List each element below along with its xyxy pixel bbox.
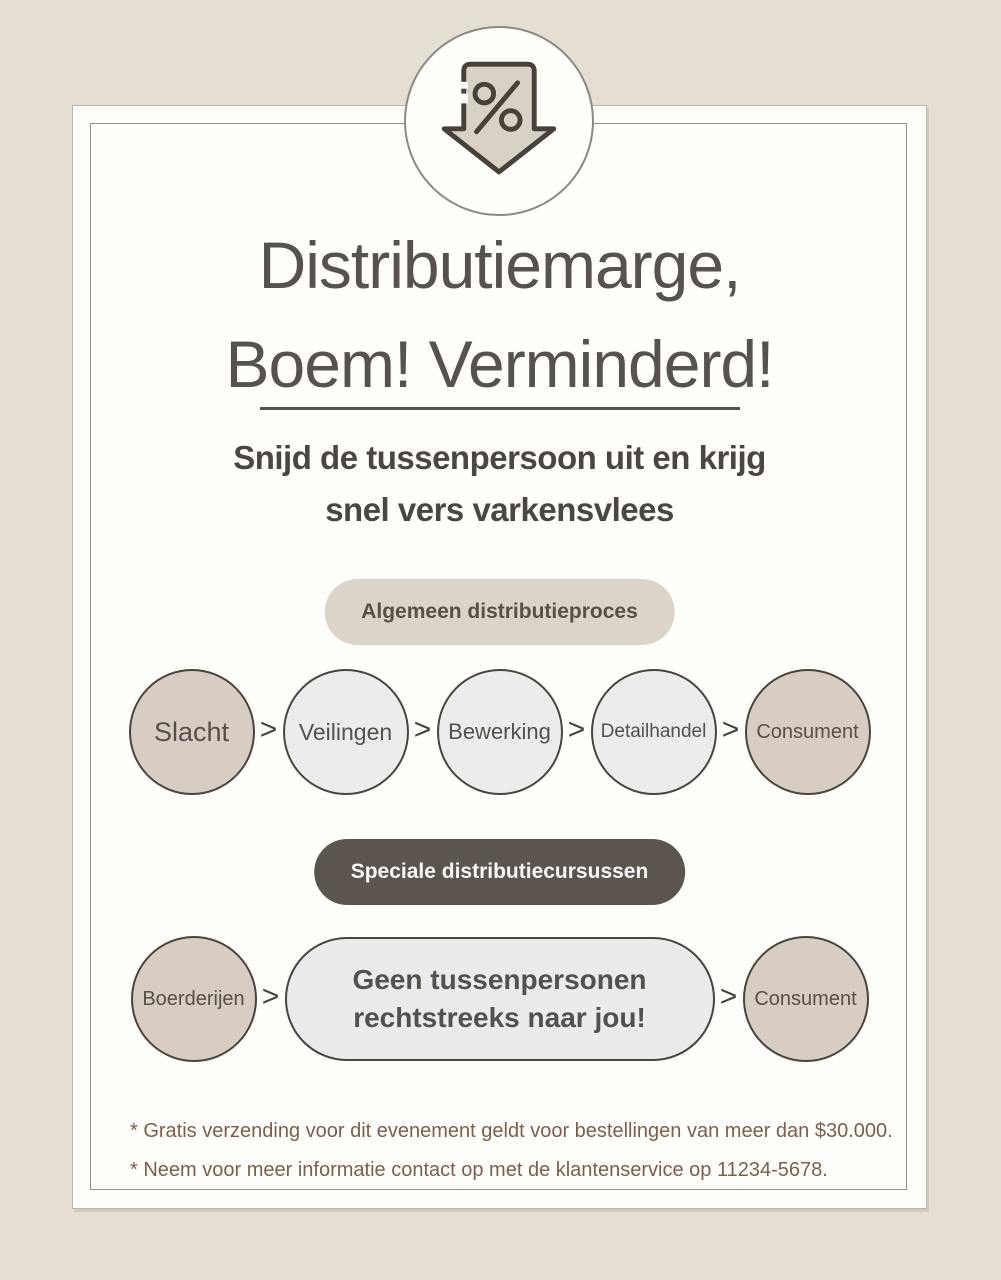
discount-down-arrow-icon xyxy=(406,26,592,216)
chevron-right-icon: > xyxy=(567,713,586,746)
chevron-right-icon: > xyxy=(413,713,432,746)
footnote-contact: * Neem voor meer informatie contact op met de klantenservice op 11234-5678. xyxy=(130,1159,828,1181)
subtitle-line-2: snel vers varkensvlees xyxy=(325,491,674,528)
flow-step-consument-direct: Consument xyxy=(743,936,869,1062)
chevron-right-icon: > xyxy=(719,980,738,1013)
chevron-right-icon: > xyxy=(721,713,740,746)
footnotes xyxy=(130,1112,893,1190)
discount-badge xyxy=(404,26,594,216)
general-process-flow xyxy=(73,667,926,797)
title-underline xyxy=(260,407,740,410)
flow-step-boerderijen: Boerderijen xyxy=(131,936,257,1062)
chevron-right-icon: > xyxy=(259,713,278,746)
title-line-2: Boem! Verminderd! xyxy=(225,327,774,401)
flow-step-slacht: Slacht xyxy=(129,669,255,795)
special-process-badge: Speciale distributiecursussen xyxy=(314,839,686,905)
footnote-shipping: * Gratis verzending voor dit evenement geldt voor bestellingen van meer dan $30.000. xyxy=(130,1120,893,1142)
flow-step-veilingen: Veilingen xyxy=(283,669,409,795)
flow-step-bewerking: Bewerking xyxy=(437,669,563,795)
general-process-badge: Algemeen distributieproces xyxy=(324,579,675,645)
special-process-flow xyxy=(73,936,926,1062)
page-title xyxy=(73,216,926,414)
flow-step-detailhandel: Detailhandel xyxy=(591,669,717,795)
flow-step-consument: Consument xyxy=(745,669,871,795)
direct-delivery-highlight xyxy=(285,937,715,1061)
subtitle-line-1: Snijd de tussenpersoon uit en krijg xyxy=(233,439,766,476)
subtitle xyxy=(73,432,926,536)
title-line-1: Distributiemarge, xyxy=(258,228,741,302)
highlight-line-2: rechtstreeks naar jou! xyxy=(353,1002,646,1033)
chevron-right-icon: > xyxy=(261,980,280,1013)
highlight-line-1: Geen tussenpersonen xyxy=(352,964,647,995)
poster-card xyxy=(72,105,927,1209)
